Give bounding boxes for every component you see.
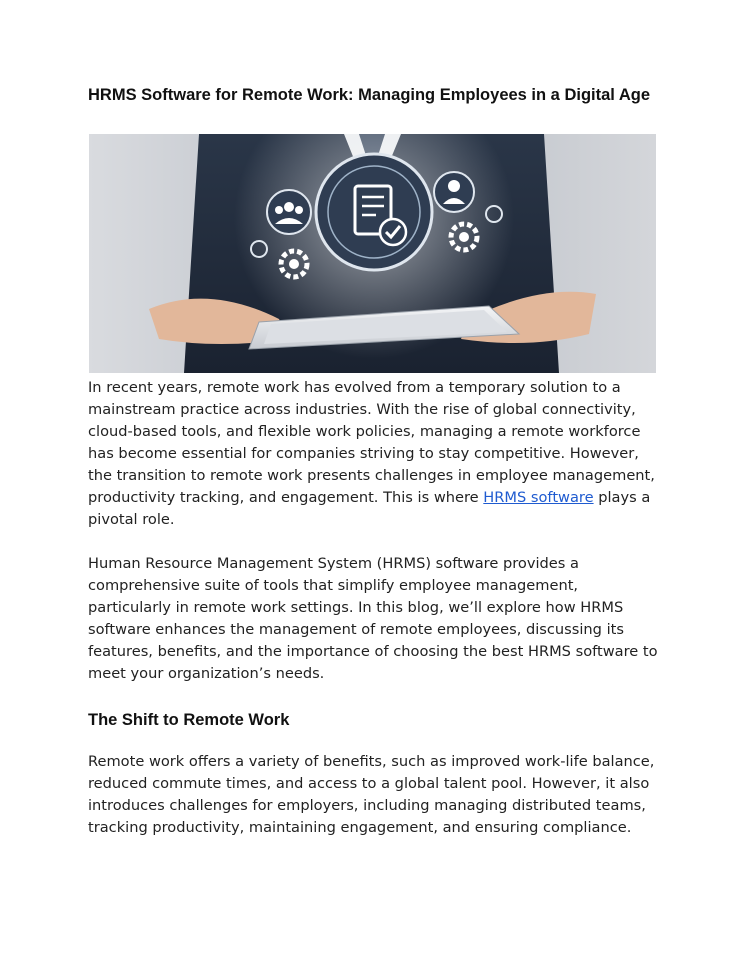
intro-paragraph bbox=[88, 377, 663, 531]
hrms-software-link[interactable]: HRMS software bbox=[483, 489, 594, 506]
team-icon bbox=[267, 190, 311, 234]
page-title: HRMS Software for Remote Work: Managing Employees in a Digital Age bbox=[88, 86, 650, 104]
intro-text-before-link: In recent years, remote work has evolved from a temporary solution to a mainstream practice across industries. With the rise of global connectivity, cloud-based tools, and flexible work policies, managing a remote workforce has become essential for companies striving to stay competitive. However, the transition to remote work presents challenges in employee management, productivity tracking, and engagement. This is where bbox=[88, 379, 655, 506]
remote-work-paragraph: Remote work offers a variety of benefits, such as improved work-life balance, reduced commute times, and access to a global talent pool. However, it also introduces challenges for employers, including managing distributed teams, tracking productivity, maintaining engagement, and ensuring compliance. bbox=[88, 753, 655, 836]
document-check-icon bbox=[316, 154, 432, 270]
intro-text-after-link: plays a pivotal role. bbox=[88, 489, 651, 528]
hero-image bbox=[89, 134, 656, 373]
section-heading: The Shift to Remote Work bbox=[88, 711, 290, 729]
hrms-overview-paragraph: Human Resource Management System (HRMS) software provides a comprehensive suite of tools that simplify employee management, particularly in remote work settings. In this blog, we’ll explore how HRMS software enhances the management of remote employees, discussing its features, benefits, and the importance of choosing the best HRMS software to meet your organization’s needs. bbox=[88, 555, 658, 682]
user-icon bbox=[434, 172, 474, 212]
